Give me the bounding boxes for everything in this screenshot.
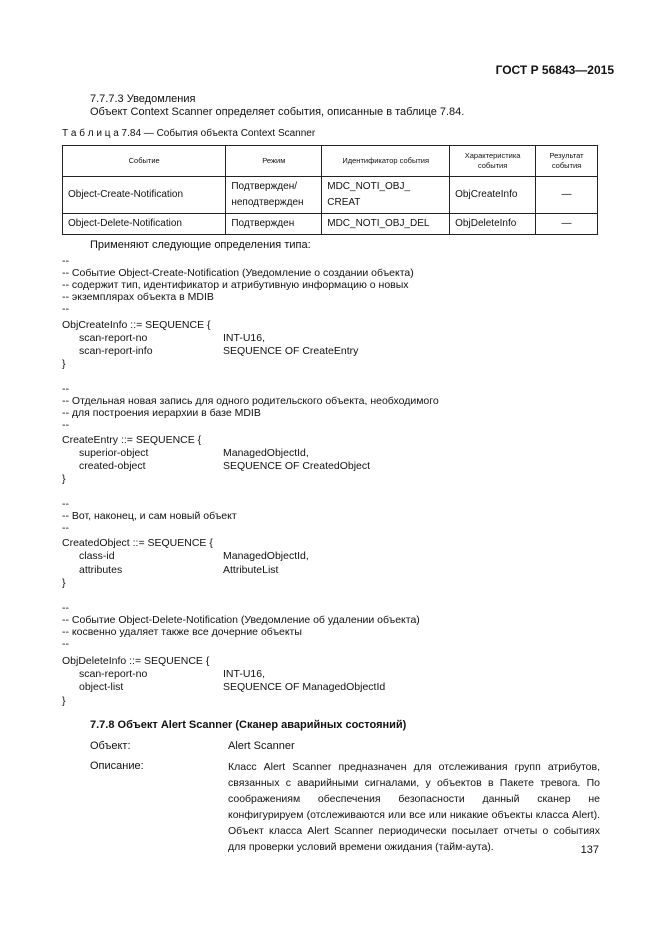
objdelete-decl: ObjDeleteInfo ::= SEQUENCE { [62, 655, 210, 667]
field-type: SEQUENCE OF CreatedObject [223, 460, 371, 472]
comment-line: -- [62, 638, 69, 650]
field-type: INT-U16, [223, 332, 266, 344]
objcreate-decl: ObjCreateInfo ::= SEQUENCE { [62, 319, 211, 331]
comment-line: -- Событие Object-Create-Notification (Уведомление о создании объекта) [62, 267, 414, 279]
object-label: Объект: [90, 740, 131, 752]
comment-line: -- Событие Object-Delete-Notification (Уведомление об удалении объекта) [62, 614, 420, 626]
field-type: SEQUENCE OF CreateEntry [223, 345, 359, 357]
table-header-cell: Режим [226, 146, 322, 177]
closing-brace: } [62, 473, 66, 485]
createentry-decl: CreateEntry ::= SEQUENCE { [62, 434, 202, 446]
table-cell: ObjDeleteInfo [450, 214, 536, 235]
table-cell: Object-Create-Notification [63, 177, 226, 214]
field-name: scan-report-no [79, 332, 148, 344]
comment-block-4 [62, 602, 420, 650]
comment-line: -- [62, 602, 69, 614]
table-cell: — [536, 177, 598, 214]
table-cell: Подтвержден/ неподтвержден [226, 177, 322, 214]
events-table [62, 145, 598, 235]
standard-header: ГОСТ Р 56843—2015 [495, 63, 614, 77]
alert-heading: 7.7.8 Объект Alert Scanner (Сканер аварийных состояний) [90, 719, 407, 731]
table-cell: — [536, 214, 598, 235]
comment-block-2 [62, 383, 439, 431]
field-type: ManagedObjectId, [223, 447, 309, 459]
table-cell: ObjCreateInfo [450, 177, 536, 214]
field-name: attributes [79, 564, 123, 576]
table-header-cell: Событие [63, 146, 226, 177]
description-label: Описание: [90, 760, 144, 772]
field-type: AttributeList [223, 564, 279, 576]
comment-block-3 [62, 498, 237, 534]
field-type: ManagedObjectId, [223, 550, 309, 562]
field-type: INT-U16, [223, 668, 266, 680]
comment-line: -- [62, 383, 69, 395]
comment-line: -- косвенно удаляет также все дочерние объекты [62, 626, 302, 638]
table-header-cell: Характеристика события [450, 146, 536, 177]
table-cell: MDC_NOTI_OBJ_DEL [322, 214, 450, 235]
comment-line: -- [62, 498, 69, 510]
comment-line: -- Отдельная новая запись для одного родительского объекта, необходимого [62, 395, 439, 407]
comment-line: -- содержит тип, идентификатор и атрибутивную информацию о новых [62, 279, 409, 291]
field-name: scan-report-no [79, 668, 148, 680]
object-value: Alert Scanner [228, 740, 295, 752]
table-header-row [63, 146, 598, 177]
field-name: superior-object [79, 447, 149, 459]
comment-line: -- [62, 419, 69, 431]
table-cell: Object-Delete-Notification [63, 214, 226, 235]
table-row [63, 214, 598, 235]
field-name: class-id [79, 550, 115, 562]
field-name: object-list [79, 681, 124, 693]
table-row [63, 177, 598, 214]
field-name: created-object [79, 460, 146, 472]
table-header-cell: Идентификатор события [322, 146, 450, 177]
table-cell: MDC_NOTI_OBJ_ CREAT [322, 177, 450, 214]
comment-line: -- для построения иерархии в базе MDIB [62, 407, 261, 419]
closing-brace: } [62, 577, 66, 589]
section-intro: Объект Context Scanner определяет события, описанные в таблице 7.84. [90, 106, 465, 118]
table-header-cell: Результат события [536, 146, 598, 177]
table-caption: Т а б л и ц а 7.84 — События объекта Context Scanner [62, 128, 316, 139]
comment-line: -- [62, 303, 69, 315]
comment-line: -- [62, 522, 69, 534]
field-type: SEQUENCE OF ManagedObjectId [223, 681, 386, 693]
comment-block-1 [62, 255, 414, 315]
section-heading: 7.7.7.3 Уведомления [90, 93, 196, 105]
comment-line: -- экземплярах объекта в MDIB [62, 291, 214, 303]
field-name: scan-report-info [79, 345, 153, 357]
createdobject-decl: CreatedObject ::= SEQUENCE { [62, 537, 213, 549]
comment-line: -- Вот, наконец, и сам новый объект [62, 510, 237, 522]
comment-line: -- [62, 255, 69, 267]
description-text: Класс Alert Scanner предназначен для отслеживания групп атрибутов, связанных с аварийными сигналами, у объектов в Пакете тревога. По соображениям обеспечения безопасности данный сканер не конфигурируем (отслеживаются или все или никакие объекты класса Alert). Объект класса Alert Scanner периодически посылает отчеты о событиях для проверки условий времени ожидания (тайм-аута). [228, 761, 600, 853]
page-number: 137 [580, 844, 599, 856]
closing-brace: } [62, 695, 66, 707]
closing-brace: } [62, 358, 66, 370]
table-cell: Подтвержден [226, 214, 322, 235]
type-intro: Применяют следующие определения типа: [90, 239, 311, 251]
